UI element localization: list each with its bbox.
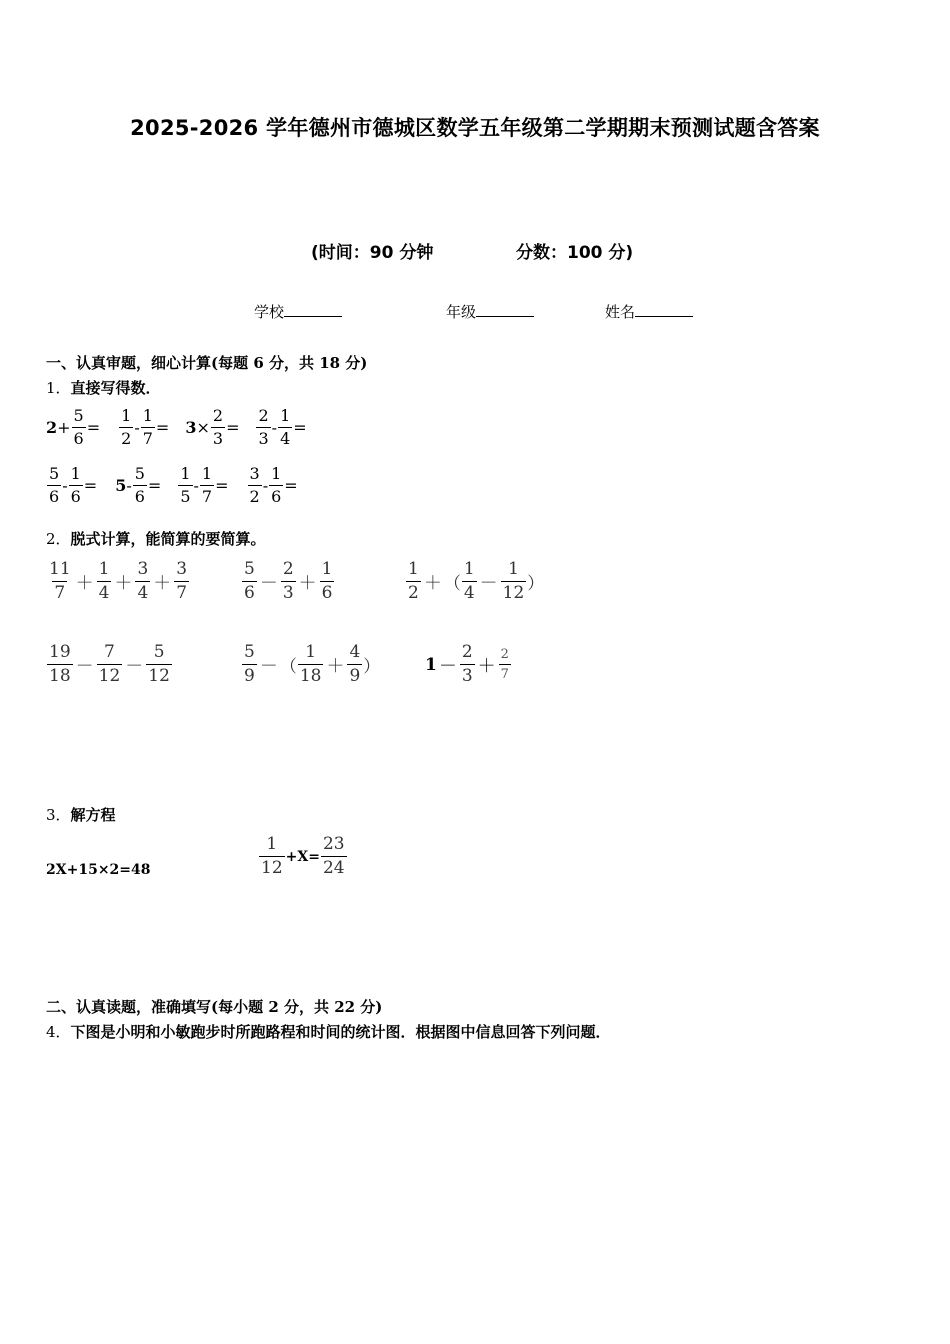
op-times: × [196, 418, 210, 437]
question-4 [46, 1021, 611, 1042]
op-plus: ＋ [114, 572, 133, 594]
op-plus: + [57, 418, 71, 437]
q2-expr-3 [405, 561, 544, 602]
grade-blank[interactable] [476, 302, 534, 317]
op-equals: = [215, 476, 229, 495]
q2-expr-4 [46, 644, 173, 685]
question-1-text: 直接写得数． [70, 379, 161, 397]
fraction: $\frac{2}{3}$ [258, 406, 269, 448]
school-blank[interactable] [284, 302, 342, 317]
op-minus: － [125, 655, 144, 677]
question-2-number: 2． [46, 530, 71, 548]
q1-row-1 [46, 408, 307, 447]
fraction: $\frac{7}{12}$ [98, 642, 121, 686]
fraction: $\frac{5}{6}$ [134, 464, 145, 506]
q2-expr-6 [425, 644, 512, 685]
fraction: $\frac{1}{2}$ [121, 406, 132, 448]
grade-field[interactable] [446, 301, 534, 322]
op-minus: － [75, 655, 94, 677]
fraction: $\frac{1}{2}$ [408, 559, 419, 603]
op-equals: = [226, 418, 240, 437]
question-4-number: 4． [46, 1023, 71, 1041]
q1-row-2 [46, 466, 298, 505]
fraction: $\frac{4}{9}$ [349, 642, 361, 686]
fraction: $\frac{3}{7}$ [176, 559, 188, 603]
equation-2-operator: +X= [285, 848, 320, 865]
op-equals: = [284, 476, 298, 495]
fraction: $\frac{1}{7}$ [142, 406, 153, 448]
question-3-number: 3． [46, 806, 71, 824]
fraction: $\frac{2}{3}$ [282, 559, 294, 603]
fraction: $\frac{5}{6}$ [73, 406, 84, 448]
fraction: $\frac{1}{18}$ [299, 642, 322, 686]
question-4-text: 下图是小明和小敏跑步时所跑路程和时间的统计图．根据图中信息回答下列问题． [70, 1023, 611, 1041]
paren-right: ） [363, 657, 381, 677]
expr-term: 5 [115, 476, 127, 495]
fraction: $\frac{11}{7}$ [49, 559, 71, 603]
fraction: $\frac{1}{5}$ [180, 464, 191, 506]
question-1-number: 1． [46, 379, 71, 397]
fraction: $\frac{5}{6}$ [49, 464, 60, 506]
op-equals: = [86, 418, 101, 437]
op-plus: ＋ [423, 572, 442, 594]
question-2 [46, 528, 266, 549]
section-2-heading: 二、认真读题，准确填写(每小题 2 分，共 22 分) [46, 998, 383, 1016]
grade-label: 年级 [446, 303, 477, 321]
fraction: $\frac{1}{4}$ [98, 559, 110, 603]
question-3-text: 解方程 [70, 806, 116, 824]
q2-expr-5 [241, 644, 380, 685]
fraction: $\frac{5}{6}$ [244, 559, 255, 603]
name-blank[interactable] [635, 302, 693, 317]
fraction: $\frac{2}{7}$ [500, 647, 509, 682]
op-minus: - [193, 476, 199, 495]
op-minus: - [271, 418, 278, 437]
paren-left: （ [443, 574, 461, 594]
op-minus: － [259, 572, 278, 594]
fraction: $\frac{3}{4}$ [137, 559, 149, 603]
fraction: $\frac{1}{6}$ [70, 464, 81, 506]
op-minus: - [134, 418, 140, 437]
op-plus: ＋ [326, 655, 345, 677]
expr-term: 1 [425, 654, 437, 675]
exam-time: (时间：90 分钟 [311, 243, 434, 263]
document-title: 2025-2026 学年德州市德城区数学五年级第二学期期末预测试题含答案 [130, 116, 820, 140]
name-label: 姓名 [605, 303, 636, 321]
question-3 [46, 804, 116, 825]
op-equals: = [83, 476, 98, 495]
section-1-heading: 一、认真审题，细心计算(每题 6 分，共 18 分) [46, 354, 368, 372]
question-1 [46, 377, 161, 398]
fraction: $\frac{3}{2}$ [249, 464, 260, 506]
fraction: $\frac{5}{12}$ [148, 642, 170, 686]
fraction: $\frac{1}{6}$ [271, 464, 282, 506]
expr-term: 2 [46, 418, 58, 437]
fraction: $\frac{1}{7}$ [201, 464, 213, 506]
paren-right: ） [527, 574, 545, 594]
fraction: $\frac{1}{12}$ [502, 559, 525, 603]
school-field[interactable] [254, 301, 342, 322]
q2-expr-1 [46, 561, 190, 602]
op-equals: = [147, 476, 162, 495]
name-field[interactable] [605, 301, 693, 322]
op-minus: － [479, 572, 498, 594]
op-minus: - [262, 476, 269, 495]
equation-1: 2X+15×2=48 [46, 862, 151, 878]
expr-term: 3 [185, 418, 197, 437]
equation-2 [258, 836, 348, 877]
op-equals: = [293, 418, 307, 437]
q2-expr-2 [241, 561, 335, 602]
op-plus: ＋ [298, 572, 317, 594]
op-plus: ＋ [477, 655, 496, 677]
fraction: $\frac{5}{9}$ [244, 642, 255, 686]
fraction: $\frac{2}{3}$ [212, 406, 224, 448]
fraction: $\frac{1}{4}$ [463, 559, 475, 603]
op-plus: ＋ [75, 572, 94, 594]
paren-left: （ [279, 657, 297, 677]
op-minus: － [438, 655, 457, 677]
op-minus: - [126, 476, 132, 495]
exam-score: 分数：100 分) [516, 243, 634, 263]
fraction: $\frac{19}{18}$ [49, 642, 71, 686]
op-minus: - [62, 476, 68, 495]
fraction: $\frac{23}{24}$ [322, 834, 345, 878]
op-plus: ＋ [153, 572, 172, 594]
op-minus: － [259, 655, 278, 677]
fraction: $\frac{1}{4}$ [280, 406, 291, 448]
fraction: $\frac{1}{6}$ [321, 559, 333, 603]
fraction: $\frac{2}{3}$ [461, 642, 473, 686]
question-2-text: 脱式计算，能简算的要简算。 [70, 530, 266, 548]
fraction: $\frac{1}{12}$ [261, 834, 283, 878]
school-label: 学校 [254, 303, 285, 321]
op-equals: = [155, 418, 170, 437]
